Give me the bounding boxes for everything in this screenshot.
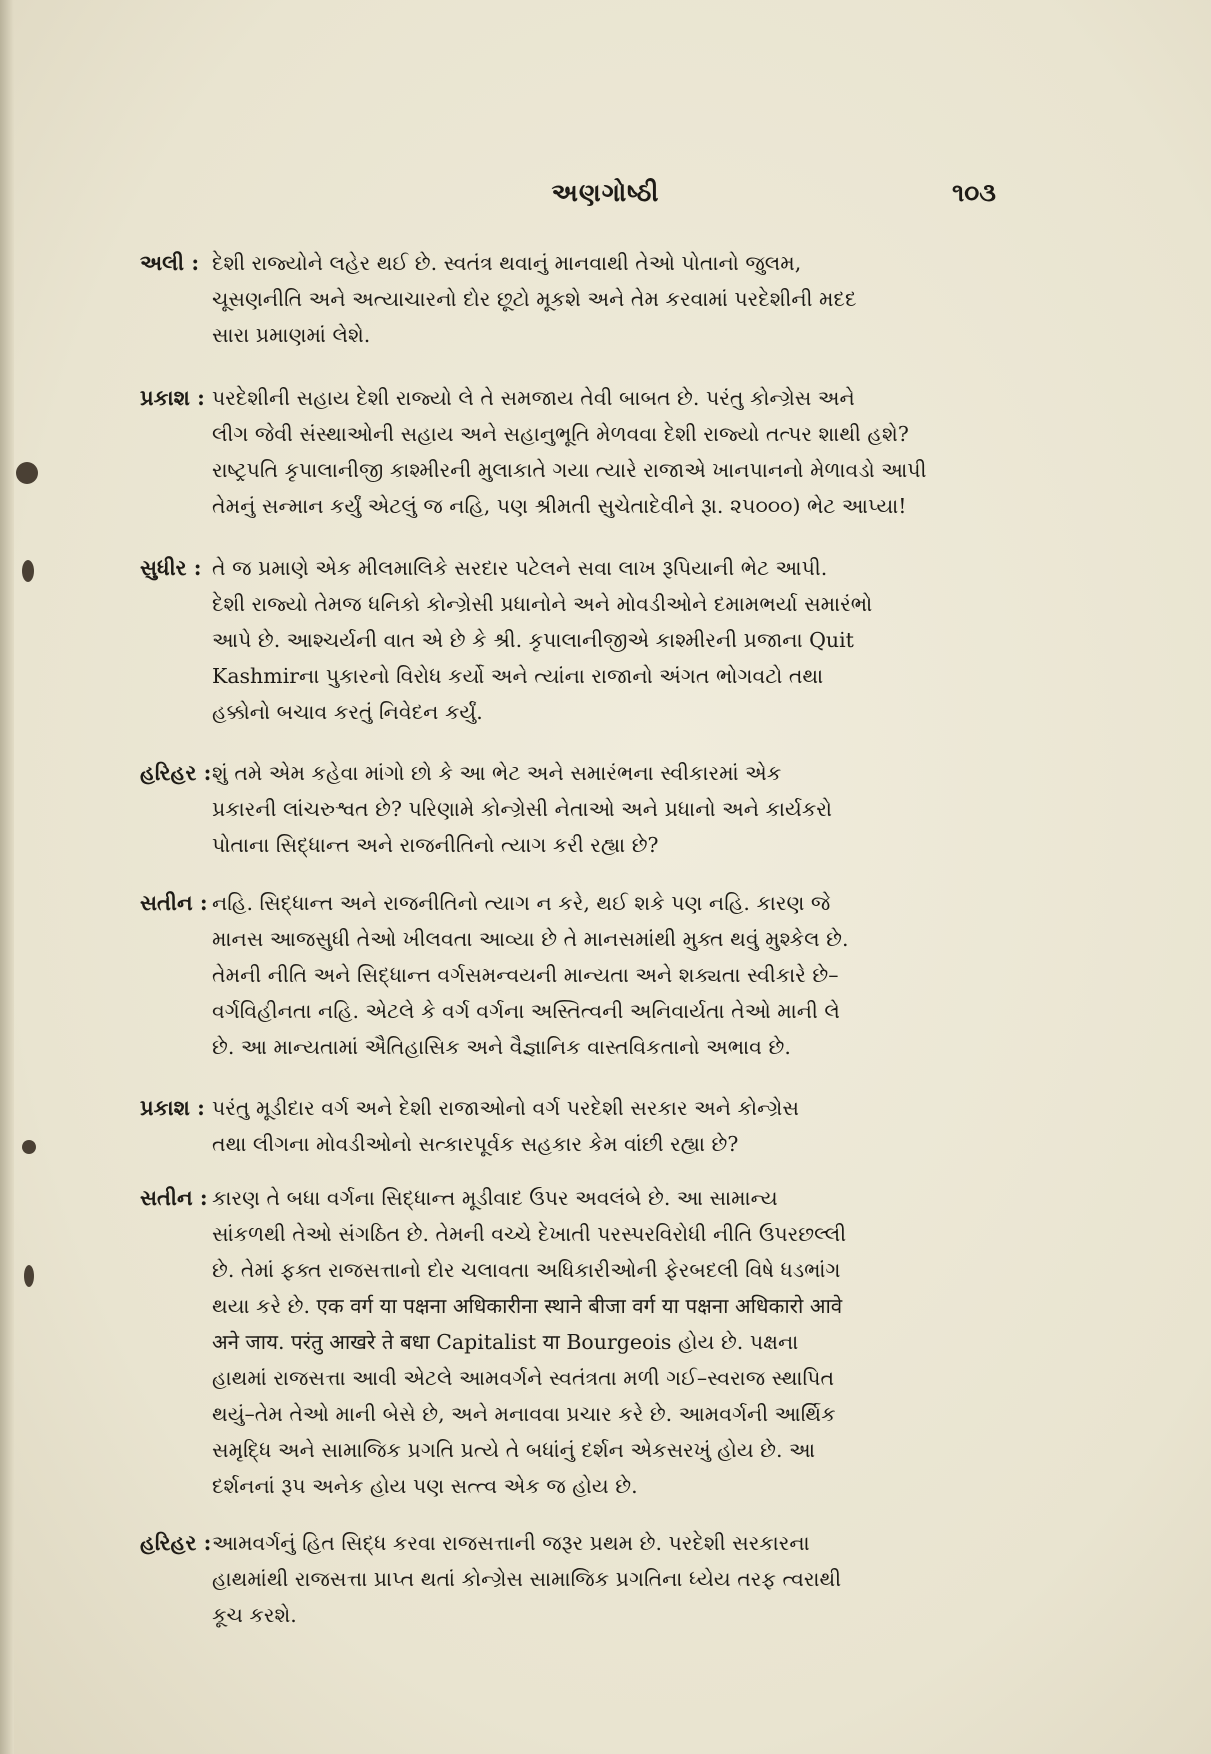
dialogue-line: સાંકળથી તેઓ સંગઠિત છે. તેમની વચ્ચે દેખાતી પરસ્પરવિરોધી નીતિ ઉપરછલ્લી — [212, 1222, 847, 1246]
binding-hole — [22, 560, 34, 582]
page-number: ૧૦૩ — [952, 178, 996, 207]
dialogue-block — [140, 380, 1053, 524]
dialogue-line: થયા કરે છે. एक वर्ग या पक्षना अधिकारीना स्थाने बीजा वर्ग या पक्षना अधिकारो आवे — [212, 1294, 843, 1318]
dialogue-line: તથા લીગના મોવડીઓનો સત્કારપૂર્વક સહકાર કેમ વાંછી રહ્યા છે? — [212, 1132, 739, 1156]
dialogue-line: દેશી રાજ્યો તેમજ ધનિકો કોન્ગ્રેસી પ્રધાનોને અને મોવડીઓને દમામભર્યા સમારંભો — [212, 592, 873, 616]
dialogue-line: Kashmirના પુકારનો વિરોધ કર્યો અને ત્યાંના રાજાનો અંગત ભોગવટો તથા — [212, 664, 824, 688]
dialogue-line: પોતાના સિદ્ધાન્ત અને રાજનીતિનો ત્યાગ કરી રહ્યા છે? — [212, 833, 659, 857]
dialogue-line: હક્કોનો બચાવ કરતું નિવેદન કર્યું. — [212, 700, 483, 724]
speaker-name: સુધીર : — [140, 555, 202, 580]
speaker-name: પ્રકાશ : — [140, 1095, 205, 1120]
dialogue-line: તેમનું સન્માન કર્યું એટલું જ નહિ, પણ શ્રીમતી સુચેતાદેવીને રૂા. ૨૫૦૦૦) ભેટ આપ્યા! — [212, 494, 907, 518]
dialogue-line: રાષ્ટ્રપતિ કૃપાલાનીજી કાશ્મીરની મુલાકાતે ગયા ત્યારે રાજાએ ખાનપાનનો મેળાવડો આપી — [212, 458, 927, 482]
dialogue-line: થયું–તેમ તેઓ માની બેસે છે, અને મનાવવા પ્રચાર કરે છે. આમવર્ગની આર્થિક — [212, 1402, 836, 1426]
dialogue-block — [140, 245, 1053, 353]
dialogue-block — [140, 1525, 1053, 1633]
dialogue-line: દેશી રાજ્યોને લહેર થઈ છે. સ્વતંત્ર થવાનું માનવાથી તેઓ પોતાનો જુલમ, — [212, 251, 802, 275]
dialogue-line: નહિ. સિદ્ધાન્ત અને રાજનીતિનો ત્યાગ ન કરે, થઈ શકે પણ નહિ. કારણ જે — [212, 891, 831, 915]
dialogue-line: પરદેશીની સહાય દેશી રાજ્યો લે તે સમજાય તેવી બાબત છે. પરંતુ કોન્ગ્રેસ અને — [212, 386, 855, 410]
dialogue-line: કૂચ કરશે. — [212, 1603, 297, 1627]
binding-hole — [16, 462, 38, 484]
page-binding-edge — [0, 0, 14, 1754]
dialogue-line: વર્ગવિહીનતા નહિ. એટલે કે વર્ગ વર્ગના અસ્તિત્વની અનિવાર્યતા તેઓ માની લે — [212, 999, 840, 1023]
speaker-name: સતીન : — [140, 1185, 208, 1210]
dialogue-line: પરંતુ મૂડીદાર વર્ગ અને દેશી રાજાઓનો વર્ગ પરદેશી સરકાર અને કોન્ગ્રેસ — [212, 1096, 799, 1120]
speaker-name: અલી : — [140, 250, 200, 275]
dialogue-line: સારા પ્રમાણમાં લેશે. — [212, 323, 371, 347]
dialogue-line: હાથમાંથી રાજસત્તા પ્રાપ્ત થતાં કોન્ગ્રેસ સામાજિક પ્રગતિના ધ્યેય તરફ ત્વરાથી — [212, 1567, 842, 1591]
speaker-name: પ્રકાશ : — [140, 385, 205, 410]
dialogue-line: સમૃદ્ધિ અને સામાજિક પ્રગતિ પ્રત્યે તે બધાંનું દર્શન એકસરખું હોય છે. આ — [212, 1438, 816, 1462]
dialogue-block — [140, 550, 1053, 730]
dialogue-line: હાથમાં રાજસત્તા આવી એટલે આમવર્ગને સ્વતંત્રતા મળી ગઈ–સ્વરાજ સ્થાપિત — [212, 1366, 835, 1390]
binding-hole — [22, 1140, 36, 1154]
dialogue-line: માનસ આજસુધી તેઓ ખીલવતા આવ્યા છે તે માનસમાંથી મુક્ત થવું મુશ્કેલ છે. — [212, 927, 849, 951]
speaker-name: હરિહર : — [140, 1530, 212, 1555]
dialogue-block — [140, 755, 1053, 863]
dialogue-line: દર્શનનાં રૂપ અનેક હોય પણ સત્ત્વ એક જ હોય છે. — [212, 1474, 638, 1498]
dialogue-line: પ્રકારની લાંચરુશ્વત છે? પરિણામે કોન્ગ્રેસી નેતાઓ અને પ્રધાનો અને કાર્યકરો — [212, 797, 833, 821]
binding-hole — [24, 1265, 34, 1287]
dialogue-line: છે. તેમાં ફક્ત રાજસત્તાનો દોર ચલાવતા અધિકારીઓની ફેરબદલી વિષે ધડભાંગ — [212, 1258, 841, 1282]
dialogue-block — [140, 1180, 1053, 1504]
dialogue-line: अने जाय. परंतु आखरे ते बधा Capitalist या Bourgeois હોય છે. પક્ષના — [212, 1330, 799, 1354]
dialogue-line: છે. આ માન્યતામાં ઐતિહાસિક અને વૈજ્ઞાનિક વાસ્તવિકતાનો અભાવ છે. — [212, 1035, 791, 1059]
dialogue-line: આમવર્ગનું હિત સિદ્ધ કરવા રાજસત્તાની જરૂર પ્રથમ છે. પરદેશી સરકારના — [212, 1531, 810, 1555]
dialogue-line: આપે છે. આશ્ચર્યની વાત એ છે કે શ્રી. કૃપાલાનીજીએ કાશ્મીરની પ્રજાના Quit — [212, 628, 854, 652]
speaker-name: સતીન : — [140, 890, 208, 915]
dialogue-line: તે જ પ્રમાણે એક મીલમાલિકે સરદાર પટેલને સવા લાખ રૂપિયાની ભેટ આપી. — [212, 556, 828, 580]
dialogue-line: શું તમે એમ કહેવા માંગો છો કે આ ભેટ અને સમારંભના સ્વીકારમાં એક — [212, 761, 782, 785]
dialogue-line: તેમની નીતિ અને સિદ્ધાન્ત વર્ગસમન્વયની માન્યતા અને શક્યતા સ્વીકારે છે– — [212, 963, 839, 987]
dialogue-block — [140, 1090, 1053, 1162]
dialogue-line: ચૂસણનીતિ અને અત્યાચારનો દોર છૂટો મૂકશે અને તેમ કરવામાં પરદેશીની મદદ — [212, 287, 857, 311]
dialogue-line: કારણ તે બધા વર્ગના સિદ્ધાન્ત મૂડીવાદ ઉપર અવલંબે છે. આ સામાન્ય — [212, 1186, 778, 1210]
dialogue-block — [140, 885, 1053, 1065]
speaker-name: હરિહર : — [140, 760, 212, 785]
running-header-title: અણગોષ્ઠી — [551, 178, 660, 207]
dialogue-line: લીગ જેવી સંસ્થાઓની સહાય અને સહાનુભૂતિ મેળવવા દેશી રાજ્યો તત્પર શાથી હશે? — [212, 422, 909, 446]
